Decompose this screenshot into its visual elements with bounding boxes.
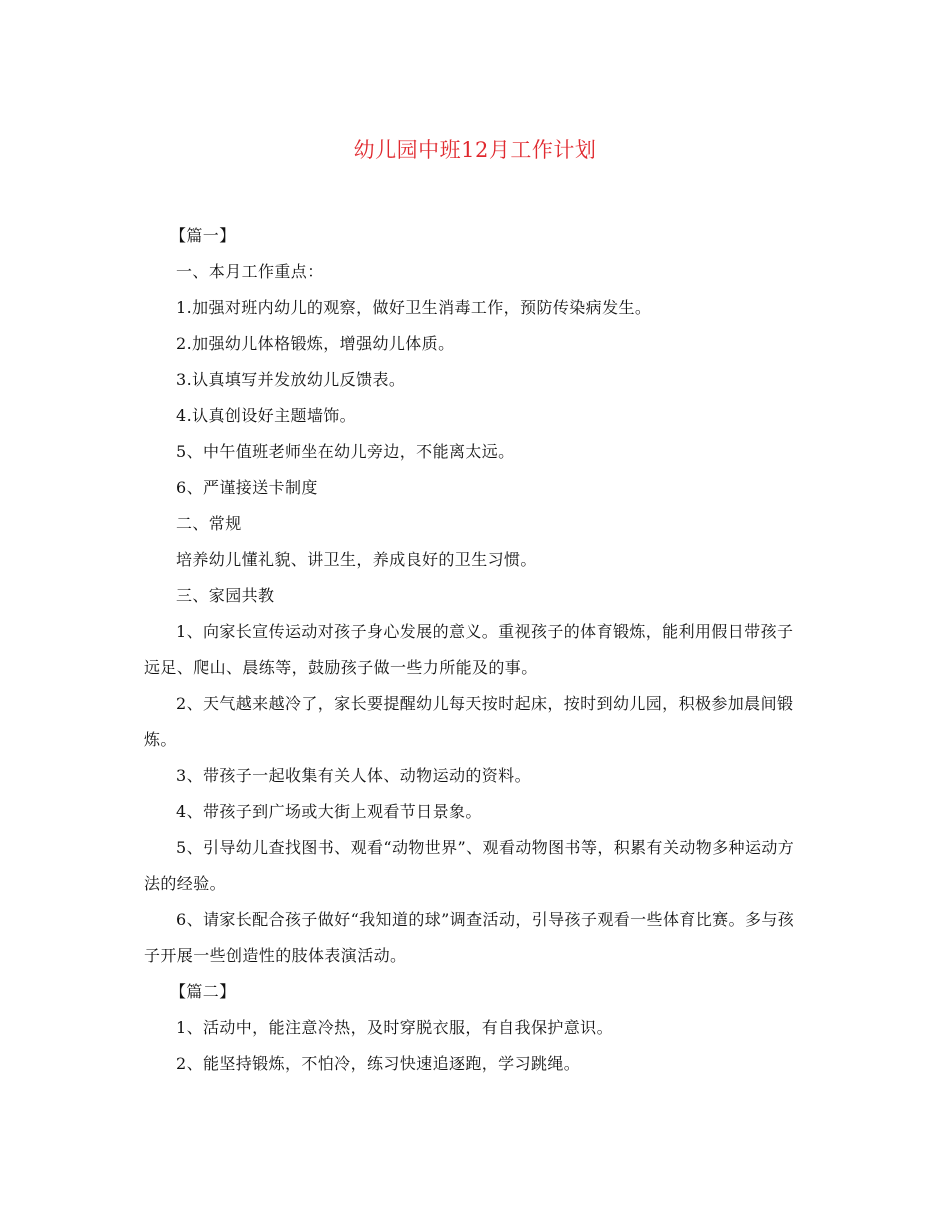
home-school-item-2: 2、天气越来越冷了，家长要提醒幼儿每天按时起床，按时到幼儿园，积极参加晨间锻炼。 xyxy=(144,694,794,749)
focus-item-6: 6、严谨接送卡制度 xyxy=(176,478,318,497)
document-body xyxy=(144,218,808,1082)
part-two-item-2: 2、能坚持锻炼，不怕冷，练习快速追逐跑，学习跳绳。 xyxy=(176,1054,581,1073)
subheading-home-school: 三、家园共教 xyxy=(176,586,275,605)
document-title: 幼儿园中班12月工作计划 xyxy=(353,138,597,162)
subheading-routine: 二、常规 xyxy=(176,514,242,533)
focus-item-3: 3.认真填写并发放幼儿反馈表。 xyxy=(176,370,406,389)
subheading-monthly-focus: 一、本月工作重点： xyxy=(176,262,324,281)
focus-item-5: 5、中午值班老师坐在幼儿旁边，不能离太远。 xyxy=(176,442,515,461)
section-heading-part-one: 【篇一】 xyxy=(170,226,236,245)
part-two-item-1: 1、活动中，能注意冷热，及时穿脱衣服，有自我保护意识。 xyxy=(176,1018,613,1037)
section-heading-part-two: 【篇二】 xyxy=(170,982,236,1001)
focus-item-1: 1.加强对班内幼儿的观察，做好卫生消毒工作，预防传染病发生。 xyxy=(176,298,652,317)
home-school-item-5: 5、引导幼儿查找图书、观看“动物世界”、观看动物图书等，积累有关动物多种运动方法的经验。 xyxy=(144,838,795,893)
routine-text: 培养幼儿懂礼貌、讲卫生，养成良好的卫生习惯。 xyxy=(176,550,537,569)
home-school-item-1: 1、向家长宣传运动对孩子身心发展的意义。重视孩子的体育锻炼，能利用假日带孩子远足、爬山、晨练等，鼓励孩子做一些力所能及的事。 xyxy=(144,622,794,677)
home-school-item-4: 4、带孩子到广场或大街上观看节日景象。 xyxy=(176,802,482,821)
home-school-item-6: 6、请家长配合孩子做好“我知道的球”调查活动，引导孩子观看一些体育比赛。多与孩子开展一些创造性的肢体表演活动。 xyxy=(144,910,795,965)
home-school-item-3: 3、带孩子一起收集有关人体、动物运动的资料。 xyxy=(176,766,531,785)
focus-item-4: 4.认真创设好主题墙饰。 xyxy=(176,406,357,425)
focus-item-2: 2.加强幼儿体格锻炼，增强幼儿体质。 xyxy=(176,334,455,353)
